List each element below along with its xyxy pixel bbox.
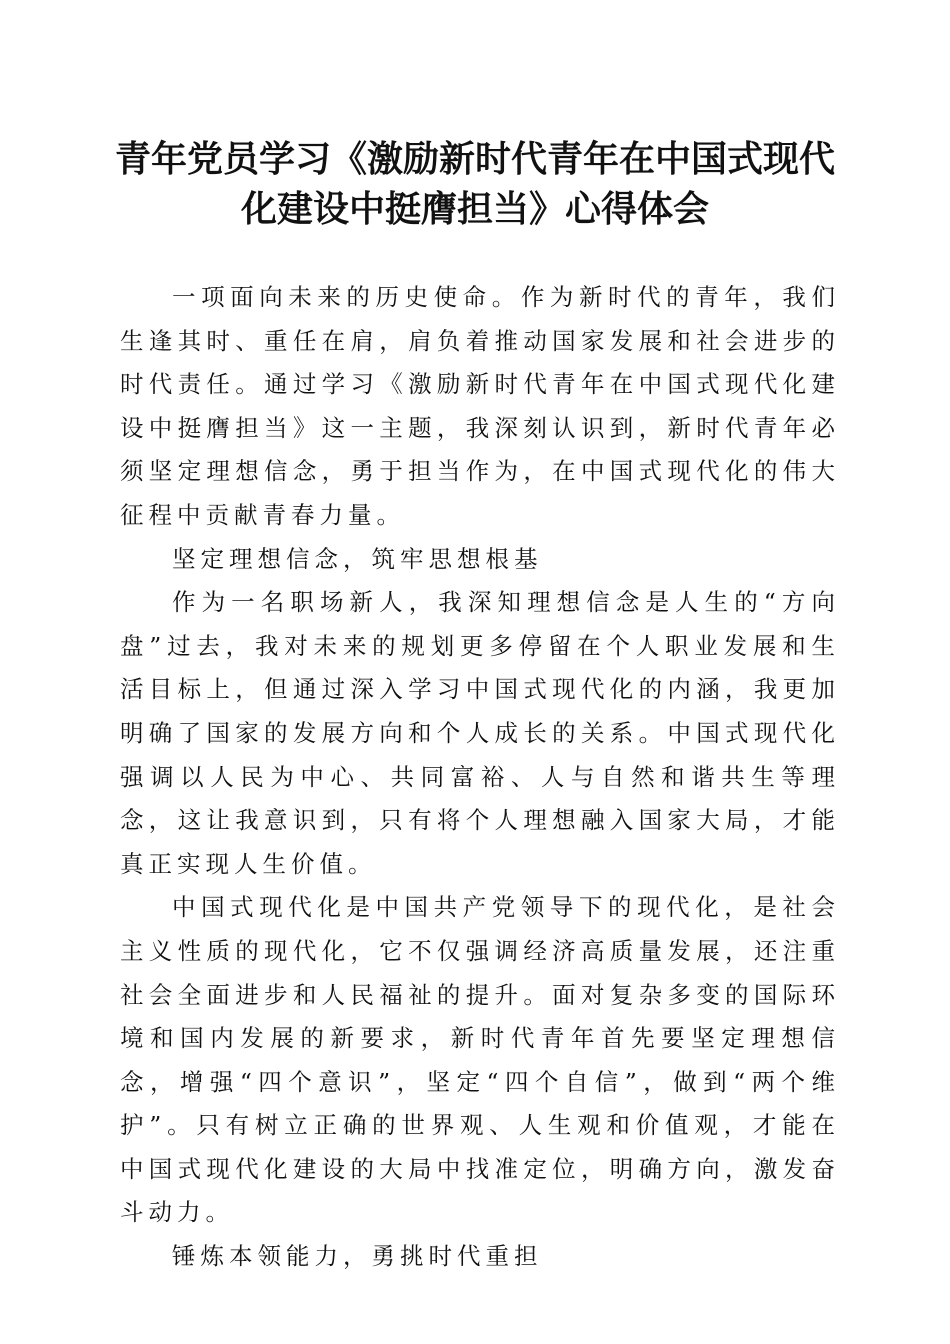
- title-line-2: 化建设中挺膺担当》心得体会: [240, 188, 709, 230]
- paragraph-intro: 一项面向未来的历史使命。作为新时代的青年，我们生逢其时、重任在肩，肩负着推动国家发展和社会进步的时代责任。通过学习《激励新时代青年在中国式现代化建设中挺膺担当》这一主题，我深刻认识到，新时代青年必须坚定理想信念，勇于担当作为，在中国式现代化的伟大征程中贡献青春力量。: [120, 283, 840, 529]
- section-heading-ideals: 坚定理想信念，筑牢思想根基: [172, 544, 543, 573]
- section-heading-abilities: 锤炼本领能力，勇挑时代重担: [172, 1242, 543, 1271]
- paragraph-ideals-modernization: 中国式现代化是中国共产党领导下的现代化，是社会主义性质的现代化，它不仅强调经济高质量发展，还注重社会全面进步和人民福祉的提升。面对复杂多变的国际环境和国内发展的新要求，新时代青年首先要坚定理想信念，增强“四个意识”，坚定“四个自信”，做到“两个维护”。只有树立正确的世界观、人生观和价值观，才能在中国式现代化建设的大局中找准定位，明确方向，激发奋斗动力。: [120, 893, 840, 1227]
- document-body: [120, 276, 840, 1279]
- paragraph-ideals-personal: 作为一名职场新人，我深知理想信念是人生的“方向盘”过去，我对未来的规划更多停留在个人职业发展和生活目标上，但通过深入学习中国式现代化的内涵，我更加明确了国家的发展方向和个人成长的关系。中国式现代化强调以人民为中心、共同富裕、人与自然和谐共生等理念，这让我意识到，只有将个人理想融入国家大局，才能真正实现人生价值。: [120, 588, 840, 878]
- document-title: [115, 134, 835, 234]
- title-line-1: 青年党员学习《激励新时代青年在中国式现代: [115, 138, 836, 180]
